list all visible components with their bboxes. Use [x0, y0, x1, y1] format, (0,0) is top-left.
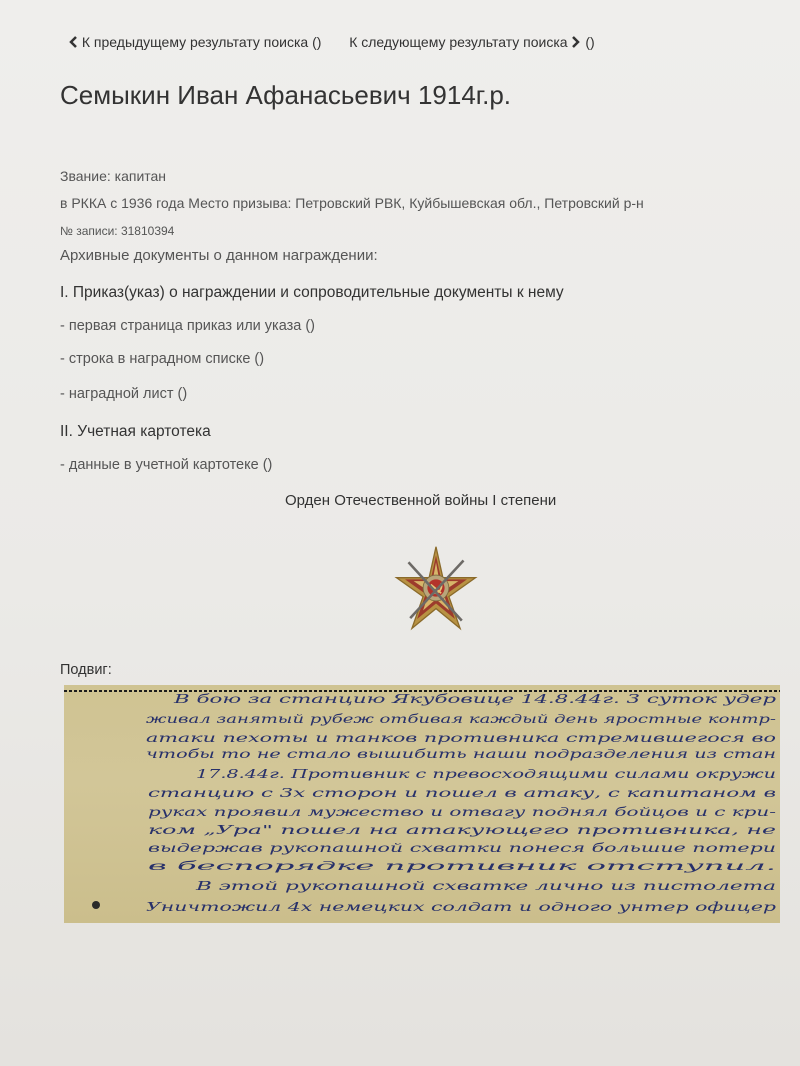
- handwritten-line: В бою за станцию Якубовице 14.8.44г. 3 суток удер: [172, 691, 777, 706]
- handwritten-line: руках проявил мужество и отвагу поднял бойцов и с кри-: [148, 804, 776, 819]
- section-order-heading: I. Приказ(указ) о награждении и сопроводительные документы к нему: [60, 284, 564, 301]
- archive-heading: Архивные документы о данном награждении:: [60, 247, 378, 264]
- order-patriotic-war-icon: [393, 545, 479, 631]
- page-title: Семыкин Иван Афанасьевич 1914г.р.: [60, 80, 512, 110]
- handwritten-citation-scan: [64, 685, 780, 923]
- award-name: Орден Отечественной войны I степени: [285, 492, 557, 509]
- doc-link-order-first-page[interactable]: - первая страница приказ или указа (): [60, 318, 316, 334]
- service-text: в РККА с 1936 года Место призыва: Петровский РВК, Куйбышевская обл., Петровский р-н: [60, 195, 644, 211]
- handwritten-line: чтобы то не стало вышибить наши подразделения из стан: [146, 746, 776, 761]
- handwritten-citation-image: [64, 685, 780, 923]
- handwritten-line: В этой рукопашной схватке лично из пистолета: [194, 878, 777, 893]
- feat-label: Подвиг:: [60, 662, 112, 678]
- prev-result-label: К предыдущему результату поиска (): [81, 34, 322, 50]
- doc-link-card-index[interactable]: - данные в учетной картотеке (): [60, 457, 273, 473]
- record-number: № записи: 31810394: [60, 224, 175, 238]
- doc-link-award-list-line[interactable]: - строка в наградном списке (): [60, 351, 265, 367]
- handwritten-line: атаки пехоты и танков противника стремившегося во: [146, 730, 776, 745]
- handwritten-line: выдержав рукопашной схватки понеся большие потери: [148, 840, 776, 855]
- handwritten-line: в беспорядке противник отступил.: [148, 858, 776, 873]
- next-result-label: К следующему результату поиска: [349, 34, 568, 50]
- handwritten-line: ком „Ура" пошел на атакующего противника, не: [148, 822, 776, 837]
- handwritten-line: Уничтожил 4х немецких солдат и одного унтер офицер: [146, 899, 776, 914]
- next-result-link[interactable]: [349, 34, 594, 50]
- section-card-index-heading: II. Учетная картотека: [60, 423, 211, 440]
- prev-result-link[interactable]: [68, 34, 325, 50]
- chevron-left-icon: [68, 36, 78, 48]
- next-result-suffix: (): [585, 34, 595, 50]
- handwritten-line: станцию с 3х сторон и пошел в атаку, с капитаном в: [148, 785, 776, 800]
- doc-link-award-sheet[interactable]: - наградной лист (): [60, 386, 188, 402]
- chevron-right-icon: [571, 36, 581, 48]
- handwritten-line: 17.8.44г. Противник с превосходящими силами окружи: [196, 766, 776, 781]
- result-navigation: [68, 34, 595, 50]
- handwritten-line: живал занятый рубеж отбивая каждый день яростные контр-: [146, 711, 776, 726]
- rank-text: Звание: капитан: [60, 168, 167, 184]
